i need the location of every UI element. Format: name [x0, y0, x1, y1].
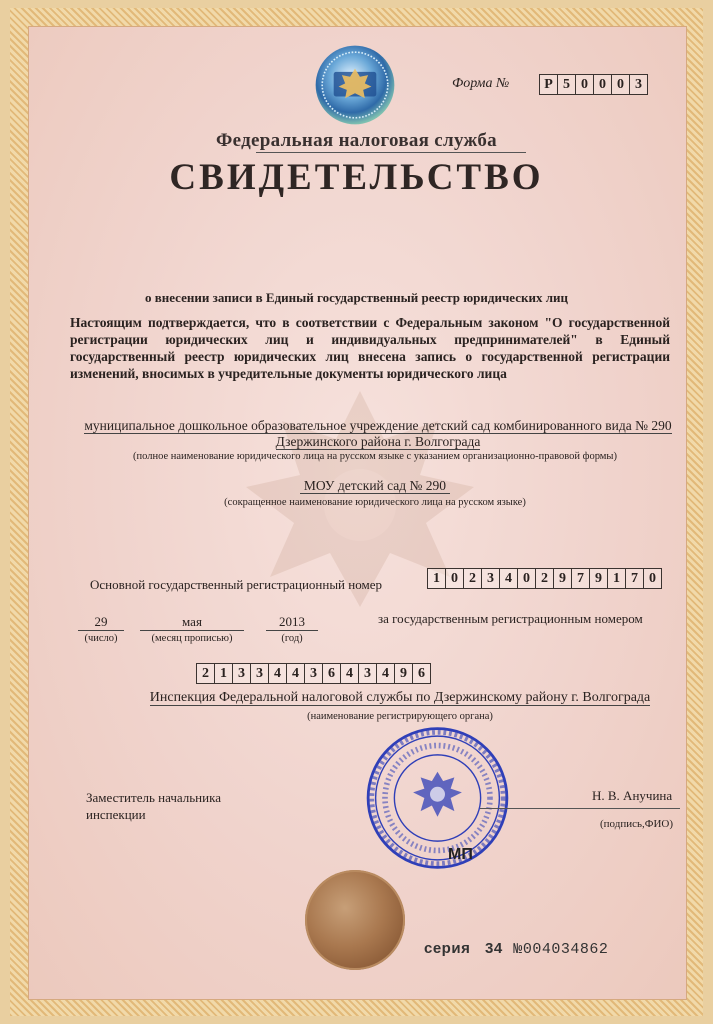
form-code-digit: 0 [593, 74, 612, 95]
grn-digit: 9 [394, 663, 413, 684]
document-subtitle: о внесении записи в Единый государственный реестр юридических лиц [144, 290, 568, 305]
form-code-digit: 0 [611, 74, 630, 95]
grn-digit: 6 [412, 663, 431, 684]
ogrn-digit: 1 [427, 568, 446, 589]
ogrn-digit: 0 [445, 568, 464, 589]
registering-authority-caption: (наименование регистрирующего органа) [307, 711, 493, 722]
registering-authority-text: Инспекция Федеральной налоговой службы по Дзержинскому району г. Волгограда [149, 690, 651, 705]
ogrn-boxes [428, 568, 662, 589]
date-year: 2013 [266, 614, 318, 631]
form-code-digit: 5 [557, 74, 576, 95]
grn-digit: 3 [358, 663, 377, 684]
grn-boxes [197, 663, 431, 684]
signer-position [86, 789, 221, 823]
short-legal-name-text: МОУ детский сад № 290 [300, 478, 450, 494]
ogrn-digit: 4 [499, 568, 518, 589]
grn-digit: 3 [304, 663, 323, 684]
grn-digit: 4 [286, 663, 305, 684]
full-legal-name-text: муниципальное дошкольное образовательное учреждение детский сад комбинированного вида № 290 Дзержинского района г. Волгограда [84, 418, 672, 449]
document-title: СВИДЕТЕЛЬСТВО [169, 157, 544, 198]
agency-name: Федеральная налоговая служба [216, 130, 497, 151]
form-code-digit: 3 [629, 74, 648, 95]
official-stamp-icon [360, 723, 515, 873]
date-month: мая [140, 614, 244, 631]
ogrn-digit: 7 [571, 568, 590, 589]
registration-number-label: за государственным регистрационным номером [378, 611, 643, 626]
ogrn-digit: 0 [517, 568, 536, 589]
ogrn-digit: 1 [607, 568, 626, 589]
ogrn-digit: 2 [535, 568, 554, 589]
hologram-emblem-icon [314, 44, 396, 126]
date-day: 29 [78, 614, 124, 631]
ogrn-digit: 9 [589, 568, 608, 589]
form-number-label: Форма № [452, 76, 510, 91]
date-day-caption: (число) [84, 633, 118, 644]
grn-digit: 1 [214, 663, 233, 684]
form-code-boxes [540, 74, 648, 95]
grn-digit: 3 [232, 663, 251, 684]
grn-digit: 6 [322, 663, 341, 684]
grn-digit: 4 [340, 663, 359, 684]
grn-digit: 2 [196, 663, 215, 684]
confirmation-paragraph: Настоящим подтверждается, что в соответствии с Федеральным законом "О государственной регистрации юридических лиц и индивидуальных предпринимателей" в Единый государственный реестр юридических лиц внесена запись о государственной регистрации изменений, вносимых в учредительные документы юридического лица [70, 315, 670, 381]
grn-digit: 4 [268, 663, 287, 684]
signer-position-line2: инспекции [86, 807, 146, 822]
full-legal-name [78, 418, 678, 450]
date-month-caption: (месяц прописью) [151, 633, 233, 644]
form-code-digit: 0 [575, 74, 594, 95]
grn-digit: 3 [250, 663, 269, 684]
ogrn-label: Основной государственный регистрационный номер [90, 577, 382, 592]
form-code-digit: Р [539, 74, 558, 95]
signature-line [480, 808, 680, 809]
series-number [424, 940, 608, 958]
registering-authority [110, 690, 690, 706]
signer-name: Н. В. Анучина [592, 788, 673, 803]
series-value: 34 [485, 940, 503, 957]
ogrn-digit: 0 [643, 568, 662, 589]
agency-underline [256, 152, 526, 153]
signature-caption: (подпись,ФИО) [600, 818, 673, 830]
ogrn-digit: 9 [553, 568, 572, 589]
bronze-seal-icon [305, 870, 405, 970]
grn-digit: 4 [376, 663, 395, 684]
ogrn-digit: 3 [481, 568, 500, 589]
signer-position-line1: Заместитель начальника [86, 790, 221, 805]
series-label: серия [424, 940, 471, 957]
stamp-place-marker: МП [448, 846, 473, 863]
date-year-caption: (год) [281, 633, 303, 644]
full-legal-name-caption: (полное наименование юридического лица на русском языке с указанием организационно-правовой формы) [133, 451, 617, 462]
short-legal-name-caption: (сокращенное наименование юридического лица на русском языке) [224, 497, 526, 508]
ogrn-digit: 7 [625, 568, 644, 589]
short-legal-name [60, 478, 690, 494]
ogrn-digit: 2 [463, 568, 482, 589]
certificate-number: №004034862 [513, 941, 609, 958]
